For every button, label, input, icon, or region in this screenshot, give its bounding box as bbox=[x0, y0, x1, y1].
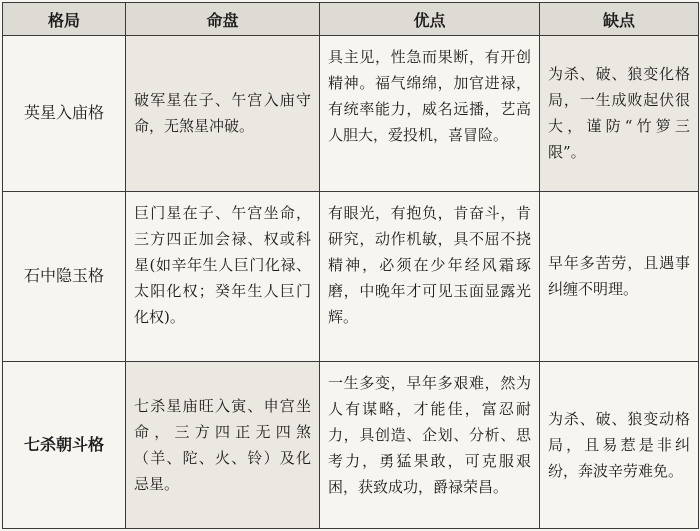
pros-cell: 具主见，性急而果断，有开创精神。福气绵绵，加官进禄，有统率能力，威名远播，艺高人胆大，爱投机，喜冒险。 bbox=[320, 36, 540, 192]
cons-cell: 为杀、破、狼变动格局，且易惹是非纠纷，奔波辛劳难免。 bbox=[540, 362, 699, 529]
pattern-cell: 石中隐玉格 bbox=[3, 191, 126, 362]
table-row bbox=[3, 191, 699, 362]
header-pros: 优点 bbox=[320, 3, 540, 36]
chart-cell: 巨门星在子、午宫坐命，三方四正加会禄、权或科星(如辛年生人巨门化禄、太阳化权；癸年生人巨门化权)。 bbox=[126, 191, 320, 362]
pattern-cell: 英星入庙格 bbox=[3, 36, 126, 192]
pattern-table-container bbox=[2, 2, 698, 529]
table-row bbox=[3, 36, 699, 192]
table-header-row bbox=[3, 3, 699, 36]
pattern-cell: 七杀朝斗格 bbox=[3, 362, 126, 529]
chart-cell: 七杀星庙旺入寅、申宫坐命，三方四正无四煞（羊、陀、火、铃）及化忌星。 bbox=[126, 362, 320, 529]
header-chart: 命盘 bbox=[126, 3, 320, 36]
pros-cell: 一生多变，早年多艰难，然为人有谋略，才能佳，富忍耐力，具创造、企划、分析、思考力，勇猛果敢，可克服艰困，获致成功，爵禄荣昌。 bbox=[320, 362, 540, 529]
pros-cell: 有眼光，有抱负，肯奋斗，肯研究，动作机敏，具不屈不挠精神，必须在少年经风霜琢磨，中晚年才可见玉面显露光辉。 bbox=[320, 191, 540, 362]
table-row bbox=[3, 362, 699, 529]
cons-cell: 为杀、破、狼变化格局，一生成败起伏很大，谨防“竹箩三限”。 bbox=[540, 36, 699, 192]
cons-cell: 早年多苦劳，且遇事纠缠不明理。 bbox=[540, 191, 699, 362]
header-cons: 缺点 bbox=[540, 3, 699, 36]
header-pattern: 格局 bbox=[3, 3, 126, 36]
chart-cell: 破军星在子、午宫入庙守命，无煞星冲破。 bbox=[126, 36, 320, 192]
pattern-table bbox=[2, 2, 699, 529]
